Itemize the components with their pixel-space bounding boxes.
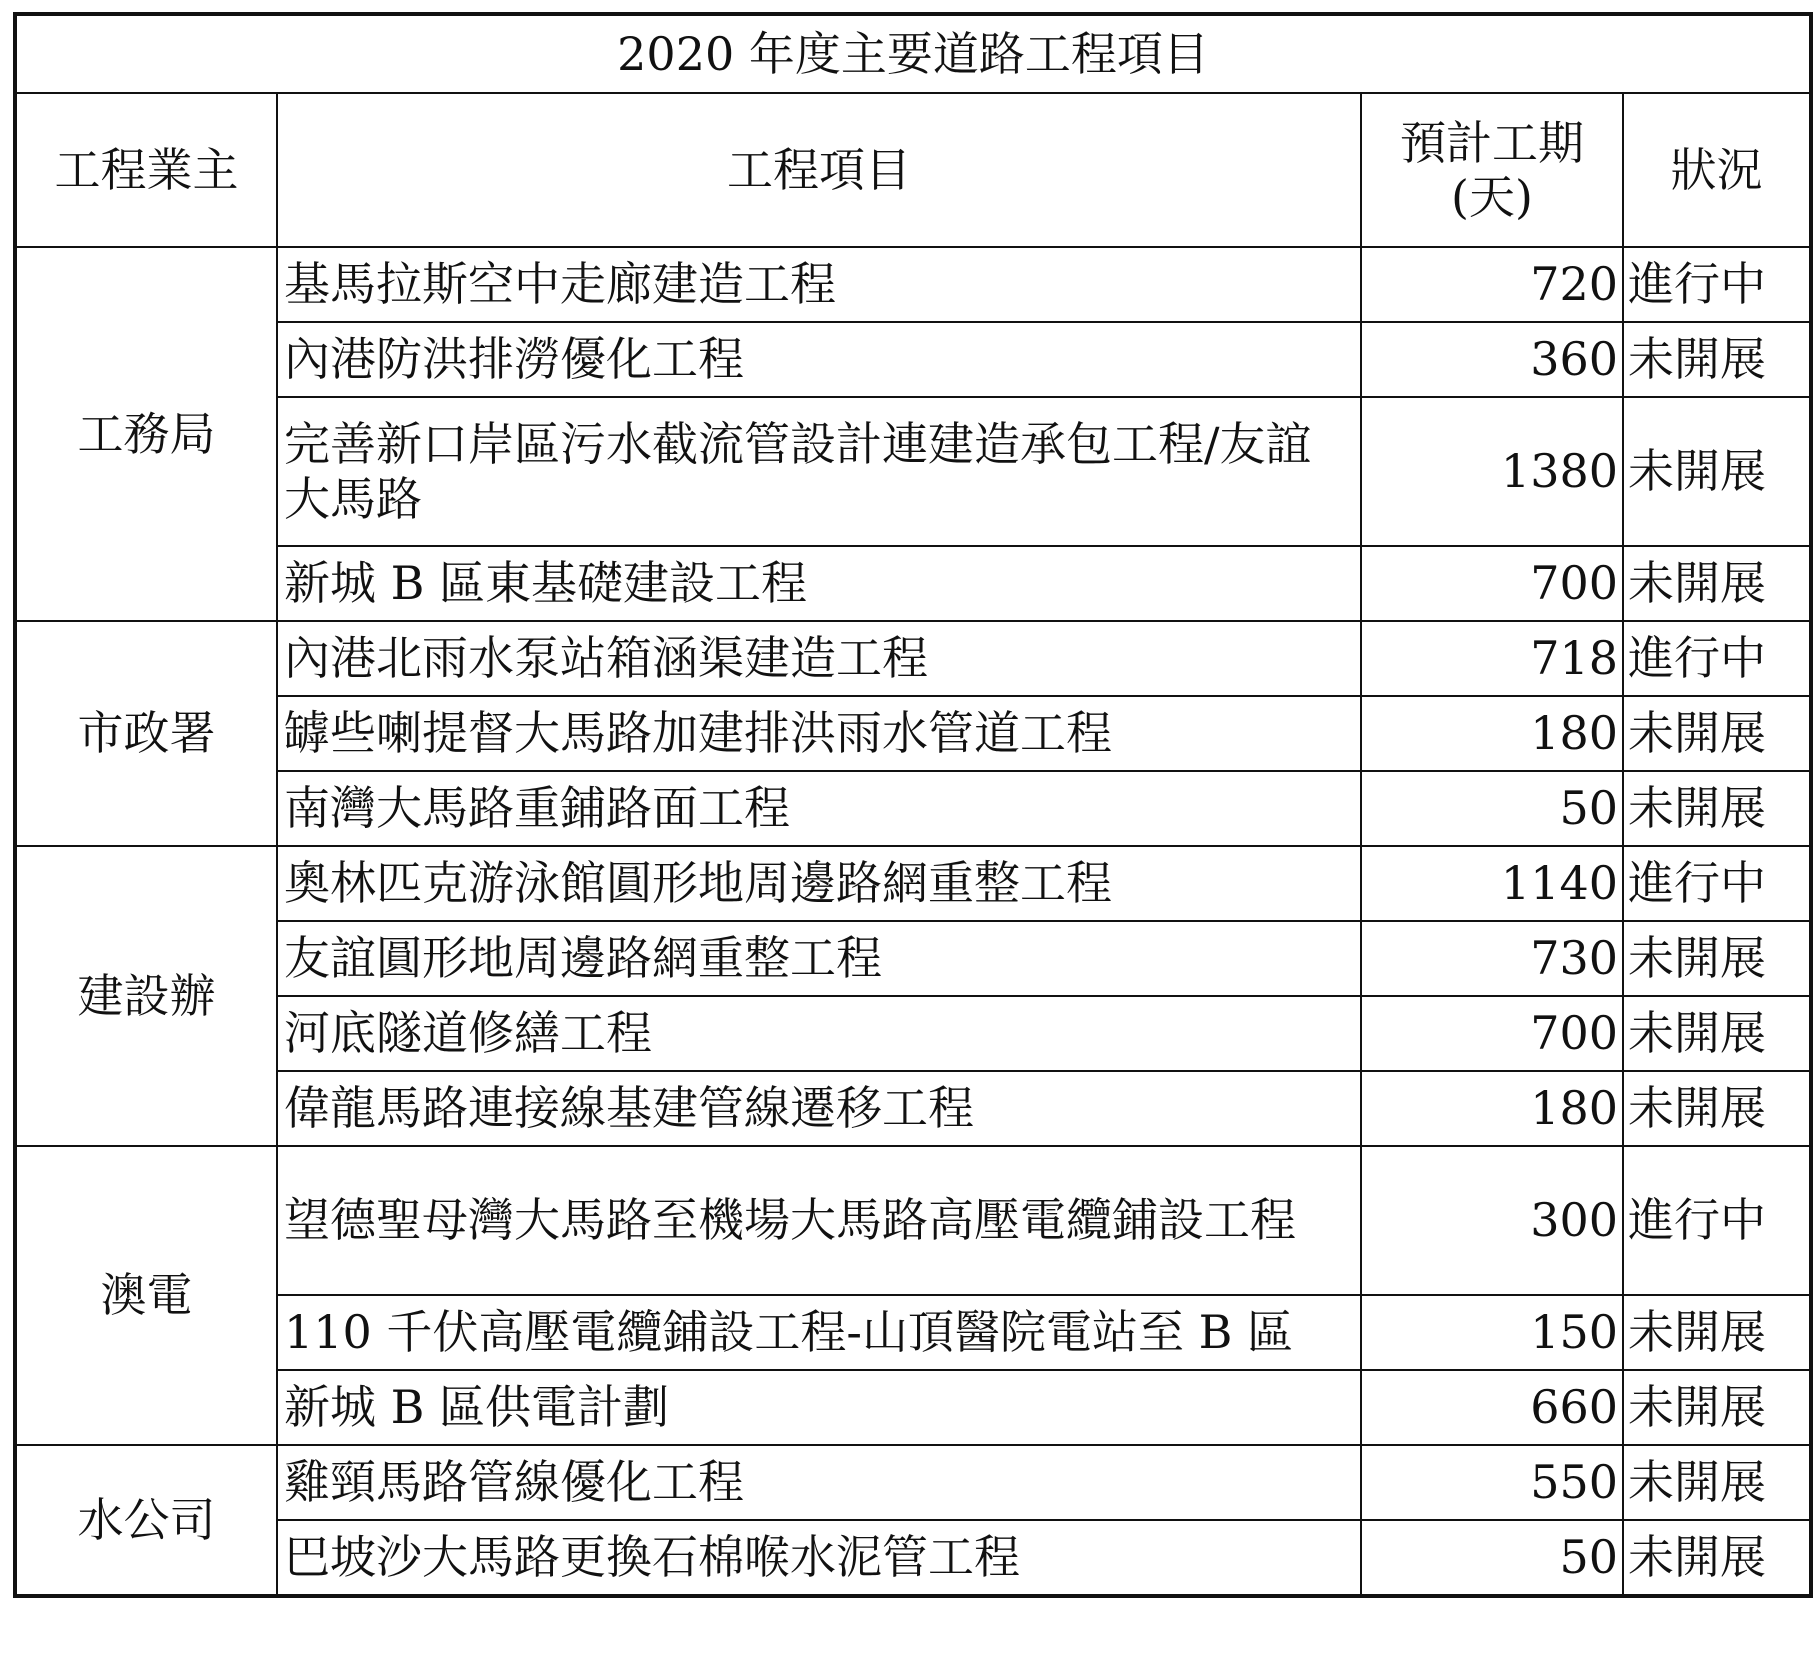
- status-cell: 未開展: [1623, 921, 1811, 996]
- project-table: [13, 12, 1813, 1598]
- status-cell: 未開展: [1623, 1071, 1811, 1146]
- status-cell: 未開展: [1623, 1445, 1811, 1520]
- table-row: [15, 322, 1811, 397]
- duration-cell: 730: [1361, 921, 1623, 996]
- owner-cell: 建設辦: [15, 846, 277, 1146]
- status-cell: 進行中: [1623, 1146, 1811, 1295]
- duration-cell: 550: [1361, 1445, 1623, 1520]
- duration-cell: 720: [1361, 247, 1623, 322]
- table-row: [15, 1146, 1811, 1295]
- table-body: [15, 247, 1811, 1596]
- status-cell: 未開展: [1623, 1520, 1811, 1596]
- table-row: [15, 1445, 1811, 1520]
- table-row: [15, 1071, 1811, 1146]
- header-duration-line2: (天): [1451, 170, 1533, 224]
- project-cell: 新城 B 區東基礎建設工程: [277, 546, 1361, 621]
- status-cell: 進行中: [1623, 621, 1811, 696]
- table-row: [15, 621, 1811, 696]
- duration-cell: 660: [1361, 1370, 1623, 1445]
- status-cell: 未開展: [1623, 1370, 1811, 1445]
- table-row: [15, 996, 1811, 1071]
- project-cell: 基馬拉斯空中走廊建造工程: [277, 247, 1361, 322]
- project-cell: 偉龍馬路連接線基建管線遷移工程: [277, 1071, 1361, 1146]
- project-cell: 河底隧道修繕工程: [277, 996, 1361, 1071]
- table-row: [15, 921, 1811, 996]
- project-cell: 望德聖母灣大馬路至機場大馬路高壓電纜鋪設工程: [277, 1146, 1361, 1295]
- project-cell: 友誼圓形地周邊路網重整工程: [277, 921, 1361, 996]
- owner-cell: 水公司: [15, 1445, 277, 1596]
- duration-cell: 50: [1361, 1520, 1623, 1596]
- table-row: [15, 846, 1811, 921]
- table-row: [15, 247, 1811, 322]
- table-row: [15, 1295, 1811, 1370]
- duration-cell: 180: [1361, 1071, 1623, 1146]
- owner-cell: 市政署: [15, 621, 277, 846]
- status-cell: 未開展: [1623, 996, 1811, 1071]
- duration-cell: 180: [1361, 696, 1623, 771]
- header-project: 工程項目: [277, 93, 1361, 247]
- project-cell: 內港防洪排澇優化工程: [277, 322, 1361, 397]
- table-row: [15, 1370, 1811, 1445]
- status-cell: 未開展: [1623, 1295, 1811, 1370]
- status-cell: 未開展: [1623, 322, 1811, 397]
- header-row: [15, 93, 1811, 247]
- duration-cell: 300: [1361, 1146, 1623, 1295]
- duration-cell: 50: [1361, 771, 1623, 846]
- project-cell: 南灣大馬路重鋪路面工程: [277, 771, 1361, 846]
- header-status: 狀況: [1623, 93, 1811, 247]
- duration-cell: 1380: [1361, 397, 1623, 546]
- table-row: [15, 696, 1811, 771]
- table-row: [15, 1520, 1811, 1596]
- project-cell: 奧林匹克游泳館圓形地周邊路網重整工程: [277, 846, 1361, 921]
- table-row: [15, 771, 1811, 846]
- status-cell: 未開展: [1623, 546, 1811, 621]
- project-cell: 內港北雨水泵站箱涵渠建造工程: [277, 621, 1361, 696]
- project-cell: 雞頸馬路管線優化工程: [277, 1445, 1361, 1520]
- project-cell: 巴坡沙大馬路更換石棉喉水泥管工程: [277, 1520, 1361, 1596]
- status-cell: 未開展: [1623, 696, 1811, 771]
- title-row: [15, 14, 1811, 93]
- table-row: [15, 397, 1811, 546]
- status-cell: 未開展: [1623, 771, 1811, 846]
- header-duration: [1361, 93, 1623, 247]
- status-cell: 進行中: [1623, 247, 1811, 322]
- duration-cell: 700: [1361, 546, 1623, 621]
- project-cell: 罅些喇提督大馬路加建排洪雨水管道工程: [277, 696, 1361, 771]
- status-cell: 進行中: [1623, 846, 1811, 921]
- owner-cell: 澳電: [15, 1146, 277, 1445]
- project-cell: 新城 B 區供電計劃: [277, 1370, 1361, 1445]
- project-cell: 完善新口岸區污水截流管設計連建造承包工程/友誼大馬路: [277, 397, 1361, 546]
- header-owner: 工程業主: [15, 93, 277, 247]
- header-duration-line1: 預計工期: [1400, 115, 1584, 170]
- duration-cell: 150: [1361, 1295, 1623, 1370]
- table-title: 2020 年度主要道路工程項目: [15, 14, 1811, 93]
- duration-cell: 360: [1361, 322, 1623, 397]
- duration-cell: 718: [1361, 621, 1623, 696]
- duration-cell: 1140: [1361, 846, 1623, 921]
- owner-cell: 工務局: [15, 247, 277, 621]
- status-cell: 未開展: [1623, 397, 1811, 546]
- duration-cell: 700: [1361, 996, 1623, 1071]
- project-cell: 110 千伏高壓電纜鋪設工程-山頂醫院電站至 B 區: [277, 1295, 1361, 1370]
- table-row: [15, 546, 1811, 621]
